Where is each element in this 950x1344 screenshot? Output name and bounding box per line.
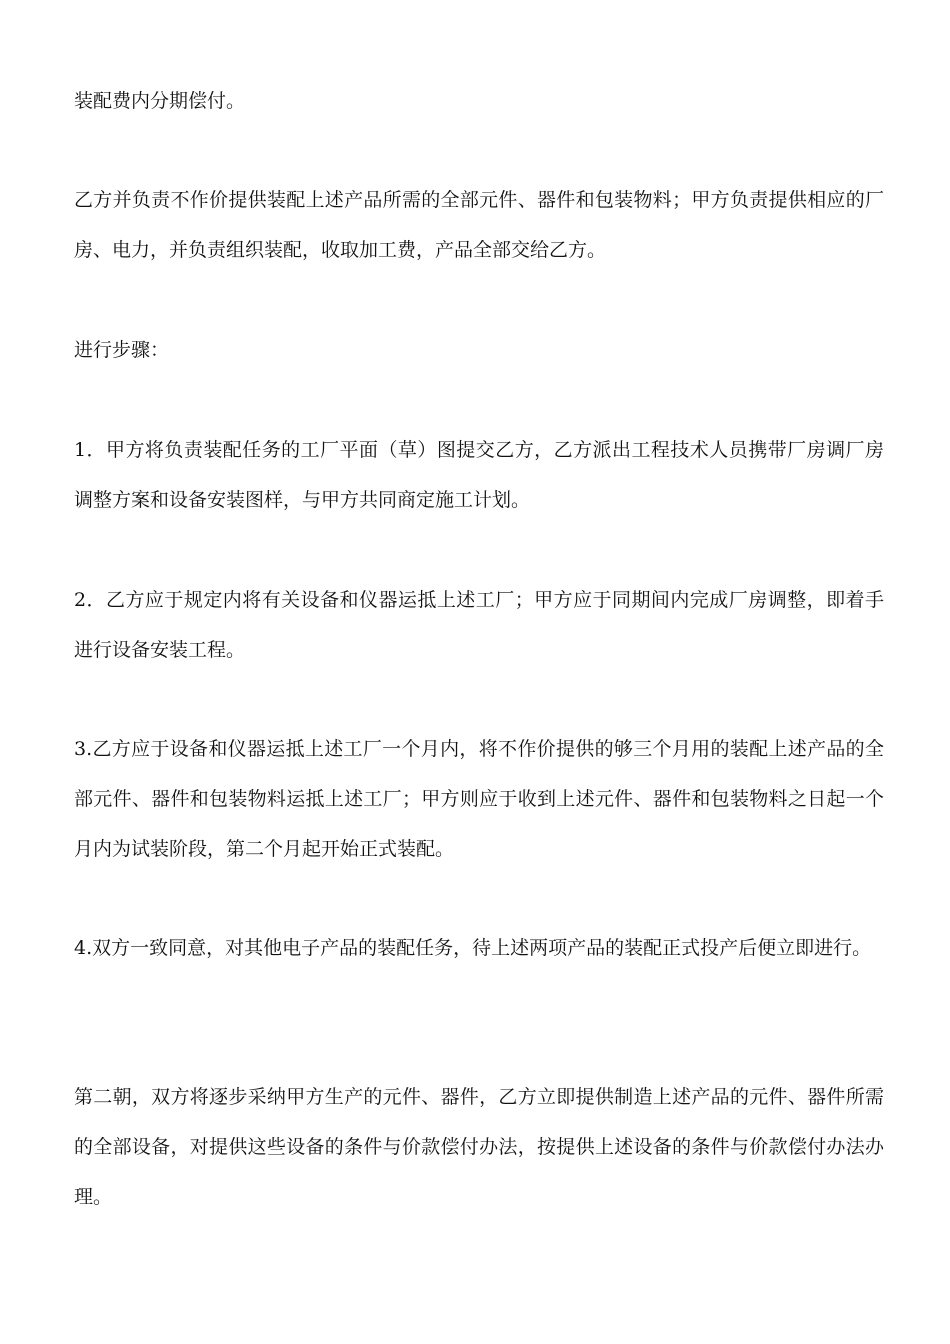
paragraph-steps-heading: 进行步骤： xyxy=(74,339,170,361)
paragraph-step-3: 3.乙方应于设备和仪器运抵上述工厂一个月内，将不作价提供的够三个月用的装配上述产品的全部元件、器件和包装物料运抵上述工厂；甲方则应于收到上述元件、器件和包装物料之日起一个月内为试装阶段，第二个月起开始正式装配。 xyxy=(74,738,884,860)
paragraph-step-4: 4.双方一致同意，对其他电子产品的装配任务，待上述两项产品的装配正式投产后便立即进行。 xyxy=(74,937,872,959)
paragraph-step-1: 1．甲方将负责装配任务的工厂平面（草）图提交乙方，乙方派出工程技术人员携带厂房调厂房调整方案和设备安装图样，与甲方共同商定施工计划。 xyxy=(74,439,884,511)
paragraph-responsibilities: 乙方并负责不作价提供装配上述产品所需的全部元件、器件和包装物料；甲方负责提供相应的厂房、电力，并负责组织装配，收取加工费，产品全部交给乙方。 xyxy=(74,189,884,261)
paragraph-second-phase: 第二朝，双方将逐步采纳甲方生产的元件、器件，乙方立即提供制造上述产品的元件、器件所需的全部设备，对提供这些设备的条件与价款偿付办法，按提供上述设备的条件与价款偿付办法办理。 xyxy=(74,1086,884,1208)
paragraph-step-2: 2．乙方应于规定内将有关设备和仪器运抵上述工厂；甲方应于同期间内完成厂房调整，即着手进行设备安装工程。 xyxy=(74,589,884,661)
paragraph-payment-installment: 装配费内分期偿付。 xyxy=(74,90,246,112)
